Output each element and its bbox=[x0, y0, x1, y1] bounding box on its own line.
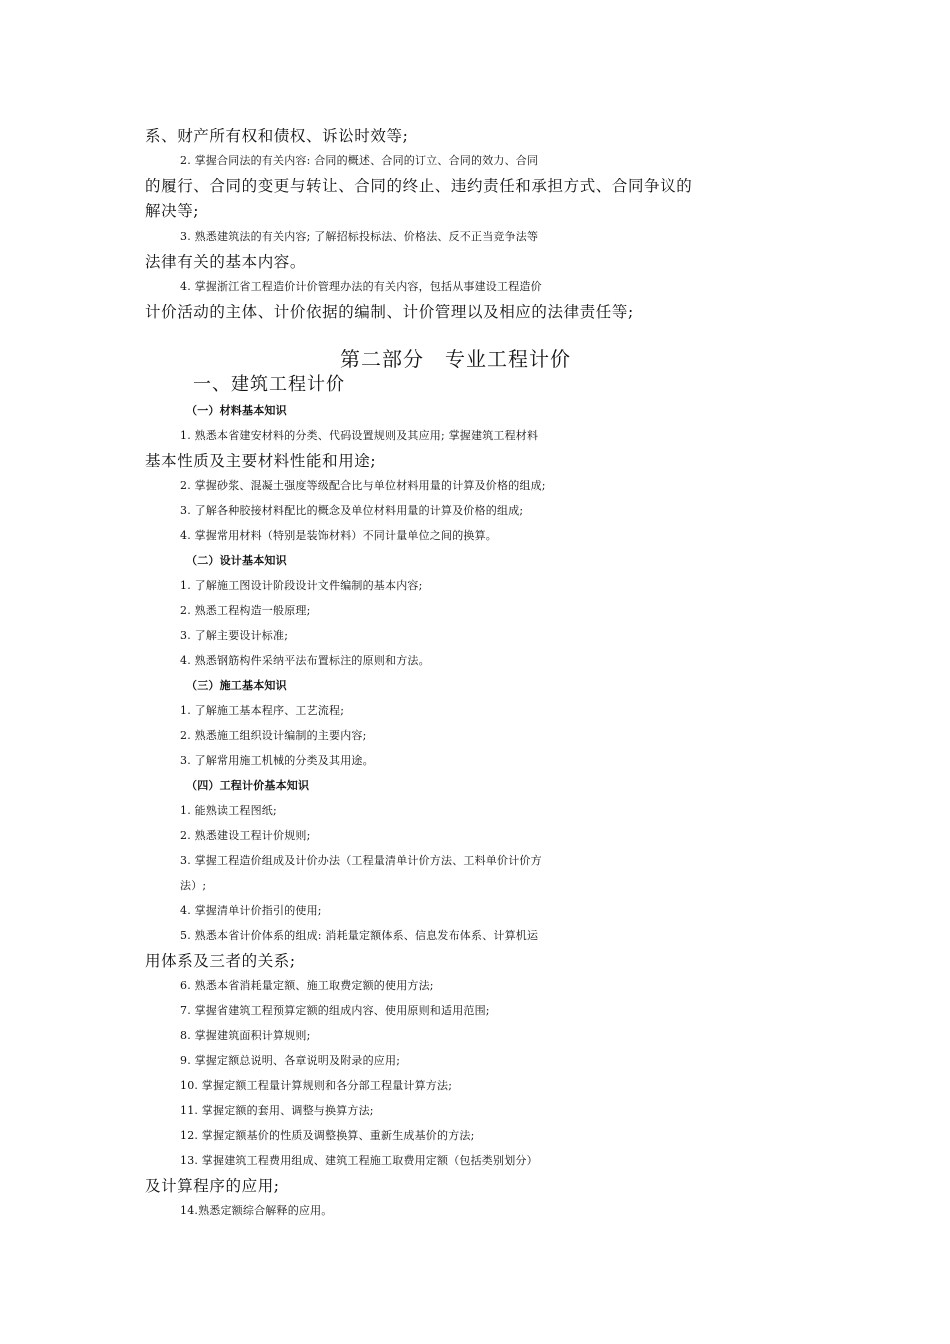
section-heading: （四）工程计价基本知识 bbox=[186, 779, 310, 792]
text-line: 1. 熟悉本省建安材料的分类、代码设置规则及其应用; 掌握建筑工程材料 bbox=[180, 429, 539, 442]
section-heading: （二）设计基本知识 bbox=[186, 554, 287, 567]
chapter-heading: 一、建筑工程计价 bbox=[193, 374, 345, 395]
text-line: 计价活动的主体、计价依据的编制、计价管理以及相应的法律责任等; bbox=[145, 303, 634, 321]
text-line: 1. 了解施工基本程序、工艺流程; bbox=[180, 704, 345, 717]
text-line: 3. 掌握工程造价组成及计价办法（工程量清单计价方法、工料单价计价方 bbox=[180, 854, 542, 867]
text-line: 8. 掌握建筑面积计算规则; bbox=[180, 1029, 311, 1042]
text-line: 3. 了解主要设计标准; bbox=[180, 629, 289, 642]
text-line: 10. 掌握定额工程量计算规则和各分部工程量计算方法; bbox=[180, 1079, 453, 1092]
text-line: 11. 掌握定额的套用、调整与换算方法; bbox=[180, 1104, 374, 1117]
text-line: 2. 掌握合同法的有关内容: 合同的概述、合同的订立、合同的效力、合同 bbox=[180, 154, 539, 167]
text-line: 4. 掌握清单计价指引的使用; bbox=[180, 904, 322, 917]
text-line: 1. 能熟读工程图纸; bbox=[180, 804, 277, 817]
text-line: 用体系及三者的关系; bbox=[145, 952, 296, 970]
text-line: 9. 掌握定额总说明、各章说明及附录的应用; bbox=[180, 1054, 401, 1067]
text-line: 2. 熟悉工程构造一般原理; bbox=[180, 604, 311, 617]
section-heading: （三）施工基本知识 bbox=[186, 679, 287, 692]
text-line: 4. 掌握常用材料（特别是装饰材料）不同计量单位之间的换算。 bbox=[180, 529, 497, 542]
text-line: 5. 熟悉本省计价体系的组成: 消耗量定额体系、信息发布体系、计算机运 bbox=[180, 929, 539, 942]
text-line: 法）; bbox=[180, 879, 207, 892]
text-line: 12. 掌握定额基价的性质及调整换算、重新生成基价的方法; bbox=[180, 1129, 475, 1142]
text-line: 3. 了解各种胶接材料配比的概念及单位材料用量的计算及价格的组成; bbox=[180, 504, 524, 517]
text-line: 2. 熟悉建设工程计价规则; bbox=[180, 829, 311, 842]
text-line: 的履行、合同的变更与转让、合同的终止、违约责任和承担方式、合同争议的 bbox=[145, 177, 693, 195]
section-heading: （一）材料基本知识 bbox=[186, 404, 287, 417]
text-line: 14.熟悉定额综合解释的应用。 bbox=[180, 1204, 333, 1217]
text-line: 4. 掌握浙江省工程造价计价管理办法的有关内容，包括从事建设工程造价 bbox=[180, 280, 542, 293]
text-line: 解决等; bbox=[145, 202, 200, 220]
text-line: 2. 掌握砂浆、混凝土强度等级配合比与单位材料用量的计算及价格的组成; bbox=[180, 479, 546, 492]
text-line: 3. 熟悉建筑法的有关内容; 了解招标投标法、价格法、反不正当竞争法等 bbox=[180, 230, 539, 243]
text-line: 6. 熟悉本省消耗量定额、施工取费定额的使用方法; bbox=[180, 979, 434, 992]
text-line: 7. 掌握省建筑工程预算定额的组成内容、使用原则和适用范围; bbox=[180, 1004, 490, 1017]
text-line: 1. 了解施工图设计阶段设计文件编制的基本内容; bbox=[180, 579, 423, 592]
text-line: 3. 了解常用施工机械的分类及其用途。 bbox=[180, 754, 374, 767]
text-line: 系、财产所有权和债权、诉讼时效等; bbox=[145, 127, 409, 145]
text-line: 2. 熟悉施工组织设计编制的主要内容; bbox=[180, 729, 367, 742]
text-line: 基本性质及主要材料性能和用途; bbox=[145, 452, 377, 470]
part-title: 第二部分 专业工程计价 bbox=[340, 347, 571, 371]
text-line: 4. 熟悉钢筋构件采纳平法布置标注的原则和方法。 bbox=[180, 654, 430, 667]
text-line: 法律有关的基本内容。 bbox=[145, 253, 307, 271]
text-line: 及计算程序的应用; bbox=[145, 1177, 280, 1195]
text-line: 13. 掌握建筑工程费用组成、建筑工程施工取费用定额（包括类别划分） bbox=[180, 1154, 538, 1167]
